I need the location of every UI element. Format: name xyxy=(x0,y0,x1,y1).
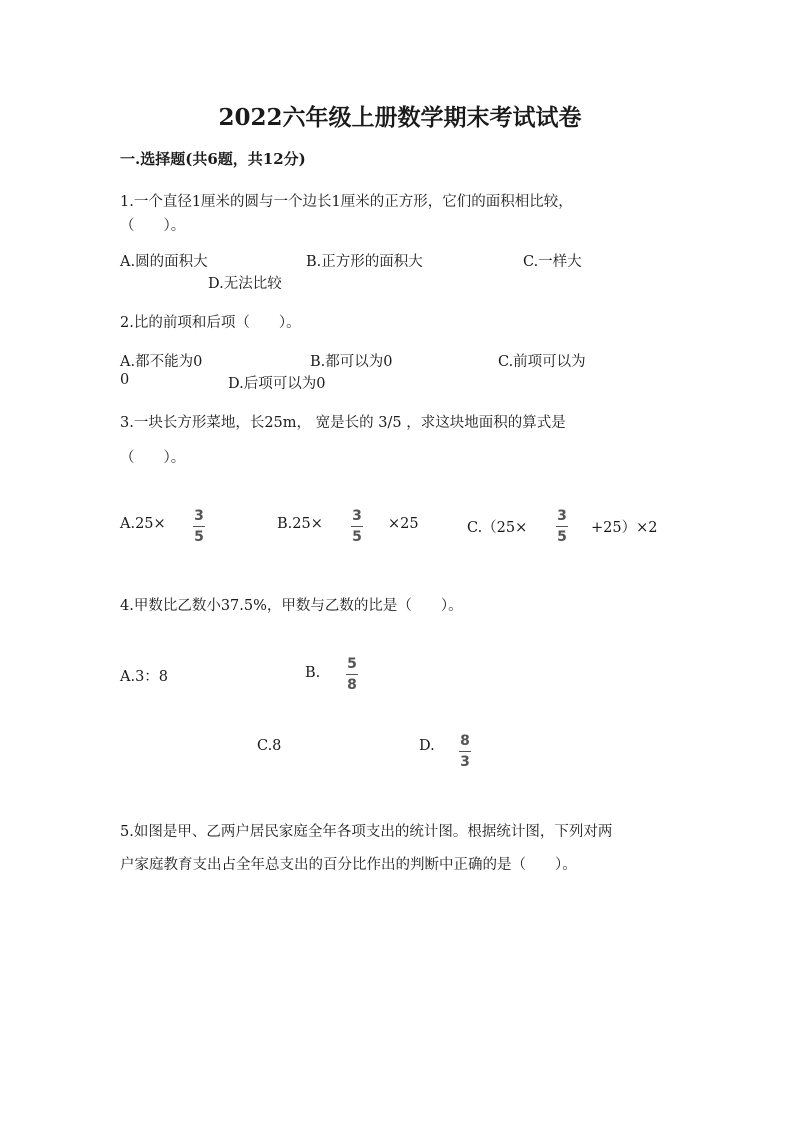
q3-option-b-suffix: ×25 xyxy=(388,516,419,532)
fraction-numerator: 5 xyxy=(347,656,357,672)
q3-option-a[interactable]: A.25× xyxy=(120,516,166,532)
q4-option-d-fraction xyxy=(459,733,471,770)
q2-option-d[interactable]: D.后项可以为0 xyxy=(228,376,326,392)
fraction-denominator: 3 xyxy=(460,754,470,770)
q2-option-b[interactable]: B.都可以为0 xyxy=(310,354,393,370)
q1-option-a[interactable]: A.圆的面积大 xyxy=(120,254,208,270)
q4-option-c[interactable]: C.8 xyxy=(257,738,282,754)
q4-option-b[interactable]: B. xyxy=(305,665,321,681)
q3-stem-line2: （ ）。 xyxy=(120,450,186,466)
q4-option-b-fraction xyxy=(346,656,358,693)
q4-option-a[interactable]: A.3：8 xyxy=(120,669,169,685)
fraction-denominator: 5 xyxy=(557,529,567,545)
fraction-denominator: 5 xyxy=(352,529,362,545)
section-heading: 一.选择题(共6题，共12分) xyxy=(120,150,306,168)
q2-option-a[interactable]: A.都不能为0 xyxy=(120,354,203,370)
fraction-denominator: 5 xyxy=(194,529,204,545)
q3-option-c-suffix: +25）×2 xyxy=(591,520,658,536)
q1-option-b[interactable]: B.正方形的面积大 xyxy=(306,254,423,270)
q2-option-c[interactable]: C.前项可以为 xyxy=(498,354,586,370)
fraction-denominator: 8 xyxy=(347,677,357,693)
fraction-numerator: 8 xyxy=(460,733,470,749)
q4-stem: 4.甲数比乙数小37.5%，甲数与乙数的比是（ ）。 xyxy=(120,598,463,614)
fraction-numerator: 3 xyxy=(557,508,567,524)
q2-stem: 2.比的前项和后项（ ）。 xyxy=(120,315,301,331)
q1-option-d[interactable]: D.无法比较 xyxy=(208,276,282,292)
q2-option-c-continued: 0 xyxy=(120,372,130,388)
fraction-numerator: 3 xyxy=(194,508,204,524)
q1-option-c[interactable]: C.一样大 xyxy=(523,254,582,270)
fraction-bar xyxy=(556,526,568,527)
q5-stem-line1: 5.如图是甲、乙两户居民家庭全年各项支出的统计图。根据统计图，下列对两 xyxy=(120,824,613,840)
q3-stem-line1: 3.一块长方形菜地，长25m， 宽是长的 3/5 ，求这块地面积的算式是 xyxy=(120,415,566,431)
fraction-bar xyxy=(351,526,363,527)
q3-option-b[interactable]: B.25× xyxy=(277,516,323,532)
q3-option-b-fraction xyxy=(351,508,363,545)
q1-stem-line2: （ ）。 xyxy=(120,218,186,234)
q3-option-a-fraction xyxy=(193,508,205,545)
exam-title: 2022六年级上册数学期末考试试卷 xyxy=(218,104,582,131)
fraction-bar xyxy=(346,674,358,675)
fraction-numerator: 3 xyxy=(352,508,362,524)
q4-option-d[interactable]: D. xyxy=(419,738,435,754)
q1-stem-line1: 1.一个直径1厘米的圆与一个边长1厘米的正方形，它们的面积相比较， xyxy=(120,194,573,210)
q5-stem-line2: 户家庭教育支出占全年总支出的百分比作出的判断中正确的是（ ）。 xyxy=(120,857,577,873)
q3-option-c-fraction xyxy=(556,508,568,545)
fraction-bar xyxy=(459,751,471,752)
fraction-bar xyxy=(193,526,205,527)
q3-option-c[interactable]: C.（25× xyxy=(467,520,528,536)
